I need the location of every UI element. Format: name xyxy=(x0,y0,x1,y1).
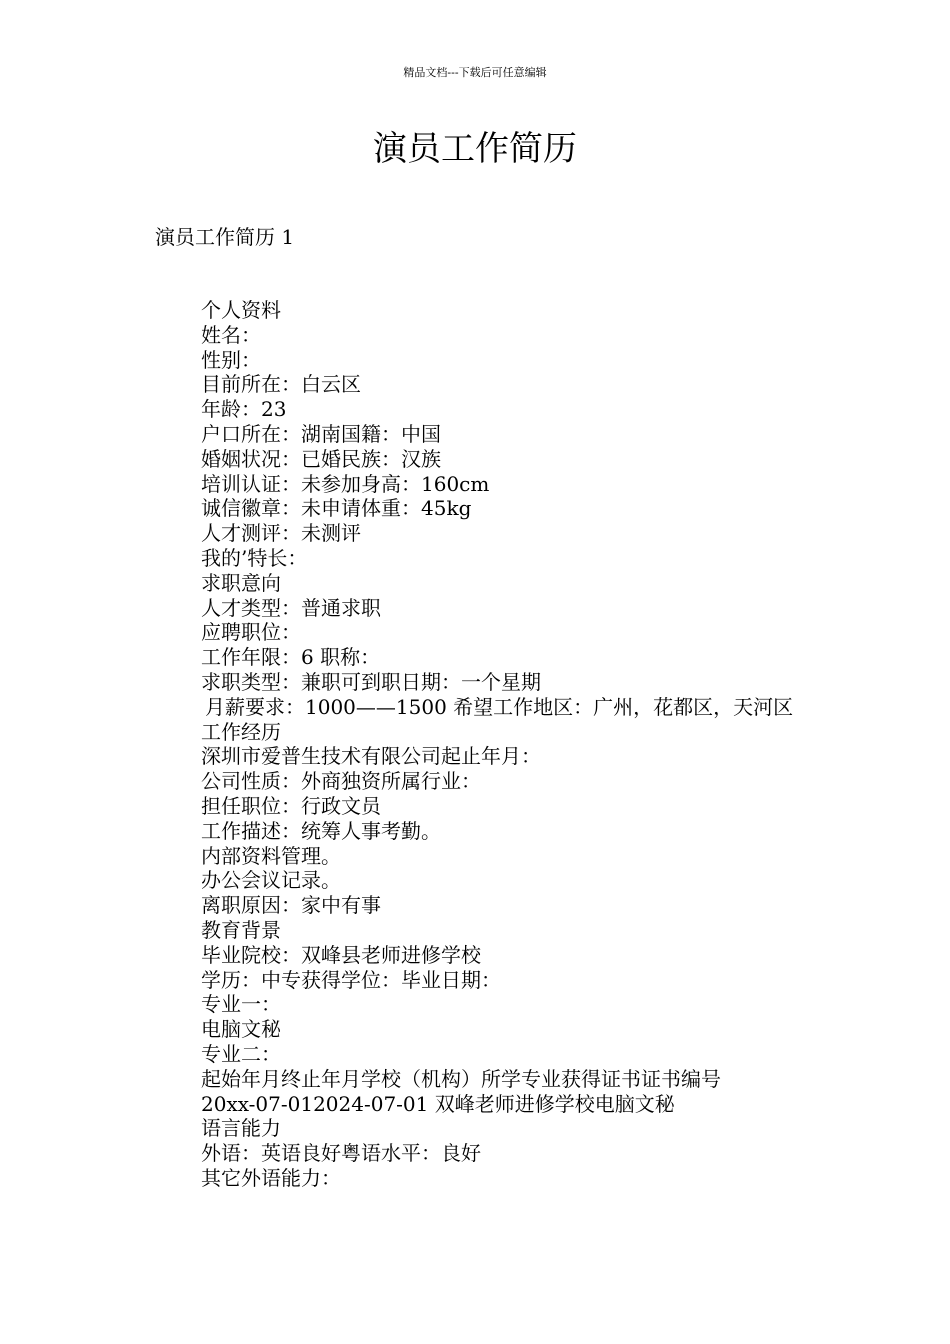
resume-line: 求职类型：兼职可到职日期：一个星期 xyxy=(201,669,541,694)
resume-line: 办公会议记录。 xyxy=(201,868,341,893)
resume-line: 性别： xyxy=(201,347,261,372)
resume-line: 目前所在：白云区 xyxy=(201,372,361,397)
resume-line: 学历：中专获得学位：毕业日期： xyxy=(201,967,501,992)
resume-line: 毕业院校：双峰县老师进修学校 xyxy=(201,942,481,967)
resume-line: 年龄：23 xyxy=(201,397,287,422)
resume-line: 姓名： xyxy=(201,322,261,347)
page-header-note: 精品文档---下载后可任意编辑 xyxy=(403,66,547,79)
resume-line: 婚姻状况：已婚民族：汉族 xyxy=(201,446,441,471)
resume-line: 个人资料 xyxy=(201,298,281,322)
resume-line: 20xx-07-012024-07-01 双峰老师进修学校电脑文秘 xyxy=(201,1091,675,1116)
resume-line: 培训认证：未参加身高：160cm xyxy=(201,471,490,496)
resume-line: 专业二： xyxy=(201,1041,281,1066)
resume-line: 诚信徽章：未申请体重：45kg xyxy=(201,496,472,521)
document-title: 演员工作简历 xyxy=(373,129,577,169)
resume-line: 工作年限：6 职称： xyxy=(201,645,381,670)
resume-line: 教育背景 xyxy=(201,917,281,942)
resume-line: 工作描述：统筹人事考勤。 xyxy=(201,818,441,843)
resume-line: 深圳市爱普生技术有限公司起止年月： xyxy=(201,744,541,769)
resume-line: 专业一： xyxy=(201,992,281,1017)
section-title: 演员工作简历 1 xyxy=(155,225,295,249)
resume-line: 工作经历 xyxy=(201,719,281,744)
resume-line: 户口所在：湖南国籍：中国 xyxy=(201,421,441,446)
resume-line: 起始年月终止年月学校（机构）所学专业获得证书证书编号 xyxy=(201,1066,721,1091)
resume-line: 求职意向 xyxy=(201,570,281,595)
resume-line: 其它外语能力： xyxy=(201,1165,341,1190)
resume-line: 离职原因：家中有事 xyxy=(201,893,381,918)
resume-line: 月薪要求：1000——1500 希望工作地区：广州，花都区，天河区 xyxy=(205,694,794,719)
resume-line: 公司性质：外商独资所属行业： xyxy=(201,769,481,794)
resume-line: 人才测评：未测评 xyxy=(201,521,361,546)
resume-body xyxy=(144,298,814,1191)
resume-line: 应聘职位： xyxy=(201,620,301,645)
resume-line: 电脑文秘 xyxy=(201,1017,281,1042)
resume-line: 内部资料管理。 xyxy=(201,843,341,868)
resume-line: 人才类型：普通求职 xyxy=(201,595,381,620)
resume-line: 我的’特长： xyxy=(201,545,308,570)
resume-line: 外语：英语良好粤语水平：良好 xyxy=(201,1141,481,1166)
resume-line: 担任职位：行政文员 xyxy=(201,793,381,818)
resume-line: 语言能力 xyxy=(201,1116,281,1141)
